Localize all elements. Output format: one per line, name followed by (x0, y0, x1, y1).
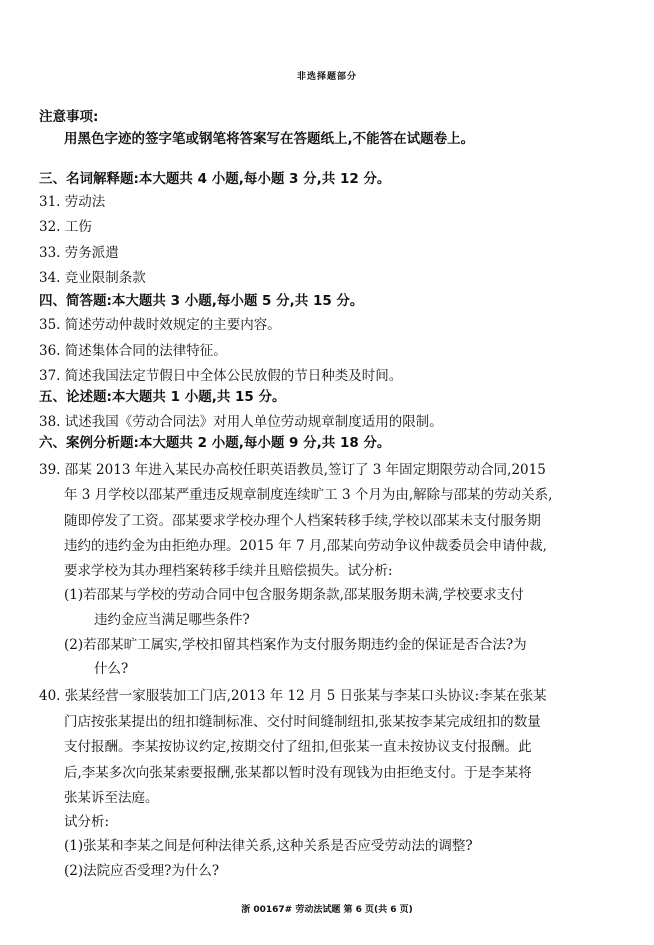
question-40-line-2: 门店按张某提出的纽扣缝制标准、交付时间缝制纽扣,张某按李某完成纽扣的数量 (64, 714, 541, 730)
section-4-heading: 四、简答题:本大题共 3 小题,每小题 5 分,共 15 分。 (39, 293, 364, 309)
page-footer: 浙 00167# 劳动法试题 第 6 页(共 6 页) (241, 905, 413, 915)
notice-heading: 注意事项: (39, 109, 99, 125)
question-39-line-2: 年 3 月学校以邵某严重违反规章制度连续旷工 3 个月为由,解除与邵某的劳动关系, (64, 487, 553, 503)
question-39-line-4: 违约的违约金为由拒绝办理。2015 年 7 月,邵某向劳动争议仲裁委员会申请仲裁, (64, 538, 547, 554)
page-title: 非选择题部分 (296, 72, 357, 82)
question-39-line-5: 要求学校为其办理档案转移手续并且赔偿损失。试分析: (64, 563, 393, 579)
question-40-line-5: 张某诉至法庭。 (64, 790, 159, 806)
question-39-line-1: 39. 邵某 2013 年进入某民办高校任职英语教员,签订了 3 年固定期限劳动合同,2015 (39, 462, 546, 478)
question-39-sub-2-line-1: (2)若邵某旷工属实,学校扣留其档案作为支付服务期违约金的保证是否合法?为 (64, 637, 527, 653)
question-38: 38. 试述我国《劳动合同法》对用人单位劳动规章制度适用的限制。 (39, 414, 443, 430)
question-40-sub-1: (1)张某和李某之间是何种法律关系,这种关系是否应受劳动法的调整? (64, 838, 473, 854)
question-36: 36. 简述集体合同的法律特征。 (39, 343, 227, 359)
question-33: 33. 劳务派遣 (39, 245, 119, 261)
question-40-line-1: 40. 张某经营一家服装加工门店,2013 年 12 月 5 日张某与李某口头协议:李某在张某 (39, 688, 547, 704)
section-5-heading: 五、论述题:本大题共 1 小题,共 15 分。 (39, 389, 286, 405)
notice-text: 用黑色字迹的签字笔或钢笔将答案写在答题纸上,不能答在试题卷上。 (64, 131, 475, 147)
question-39-sub-1-line-1: (1)若邵某与学校的劳动合同中包含服务期条款,邵某服务期未满,学校要求支付 (64, 587, 524, 603)
question-40-sub-2: (2)法院应否受理?为什么? (64, 863, 220, 879)
question-32: 32. 工伤 (39, 219, 92, 235)
question-39-sub-2-line-2: 什么? (94, 661, 129, 677)
section-6-heading: 六、案例分析题:本大题共 2 小题,每小题 9 分,共 18 分。 (39, 435, 391, 451)
question-34: 34. 竞业限制条款 (39, 270, 146, 286)
question-40-line-6: 试分析: (64, 814, 110, 830)
question-40-line-3: 支付报酬。李某按协议约定,按期交付了纽扣,但张某一直未按协议支付报酬。此 (64, 739, 532, 755)
question-39-line-3: 随即停发了工资。邵某要求学校办理个人档案转移手续,学校以邵某未支付服务期 (64, 513, 541, 529)
question-37: 37. 简述我国法定节假日中全体公民放假的节日种类及时间。 (39, 368, 403, 384)
question-39-sub-1-line-2: 违约金应当满足哪些条件? (94, 612, 250, 628)
question-35: 35. 简述劳动仲裁时效规定的主要内容。 (39, 317, 281, 333)
question-31: 31. 劳动法 (39, 194, 106, 210)
question-40-line-4: 后,李某多次向张某索要报酬,张某都以暂时没有现钱为由拒绝支付。于是李某将 (64, 765, 532, 781)
section-3-heading: 三、名词解释题:本大题共 4 小题,每小题 3 分,共 12 分。 (39, 171, 391, 187)
